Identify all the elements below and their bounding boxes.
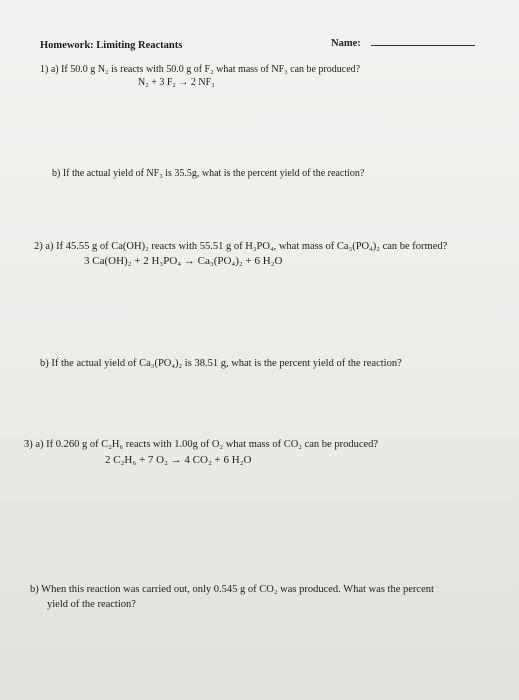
question-1b: b) If the actual yield of NF₃ is 35.5g, what is the percent yield of the reaction?: [52, 168, 365, 179]
equation-1: N₂ + 3 F₂ → 2 NF₃: [138, 77, 215, 88]
name-blank-line: [371, 45, 475, 46]
question-1a: 1) a) If 50.0 g N₂ is reacts with 50.0 g of F₂ what mass of NF₃ can be produced?: [40, 64, 361, 75]
worksheet-title: Homework: Limiting Reactants: [40, 40, 183, 51]
question-2b: b) If the actual yield of Ca₃(PO₄)₂ is 38.51 g, what is the percent yield of the reaction?: [40, 358, 402, 369]
equation-2: 3 Ca(OH)₂ + 2 H₃PO₄ → Ca₃(PO₄)₂ + 6 H₂O: [84, 255, 283, 267]
question-3a: 3) a) If 0.260 g of C₂H₆ reacts with 1.00g of O₂ what mass of CO₂ can be produced?: [24, 439, 379, 450]
name-label: Name:: [331, 38, 361, 49]
equation-3: 2 C₂H₆ + 7 O₂ → 4 CO₂ + 6 H₂O: [105, 454, 252, 466]
question-3b-line1: b) When this reaction was carried out, only 0.545 g of CO₂ was produced. What was the percent: [30, 584, 434, 595]
question-3b-line2: yield of the reaction?: [47, 599, 136, 610]
question-2a: 2) a) If 45.55 g of Ca(OH)₂ reacts with 55.51 g of H₃PO₄, what mass of Ca₃(PO₄)₂ can be formed?: [34, 241, 448, 252]
